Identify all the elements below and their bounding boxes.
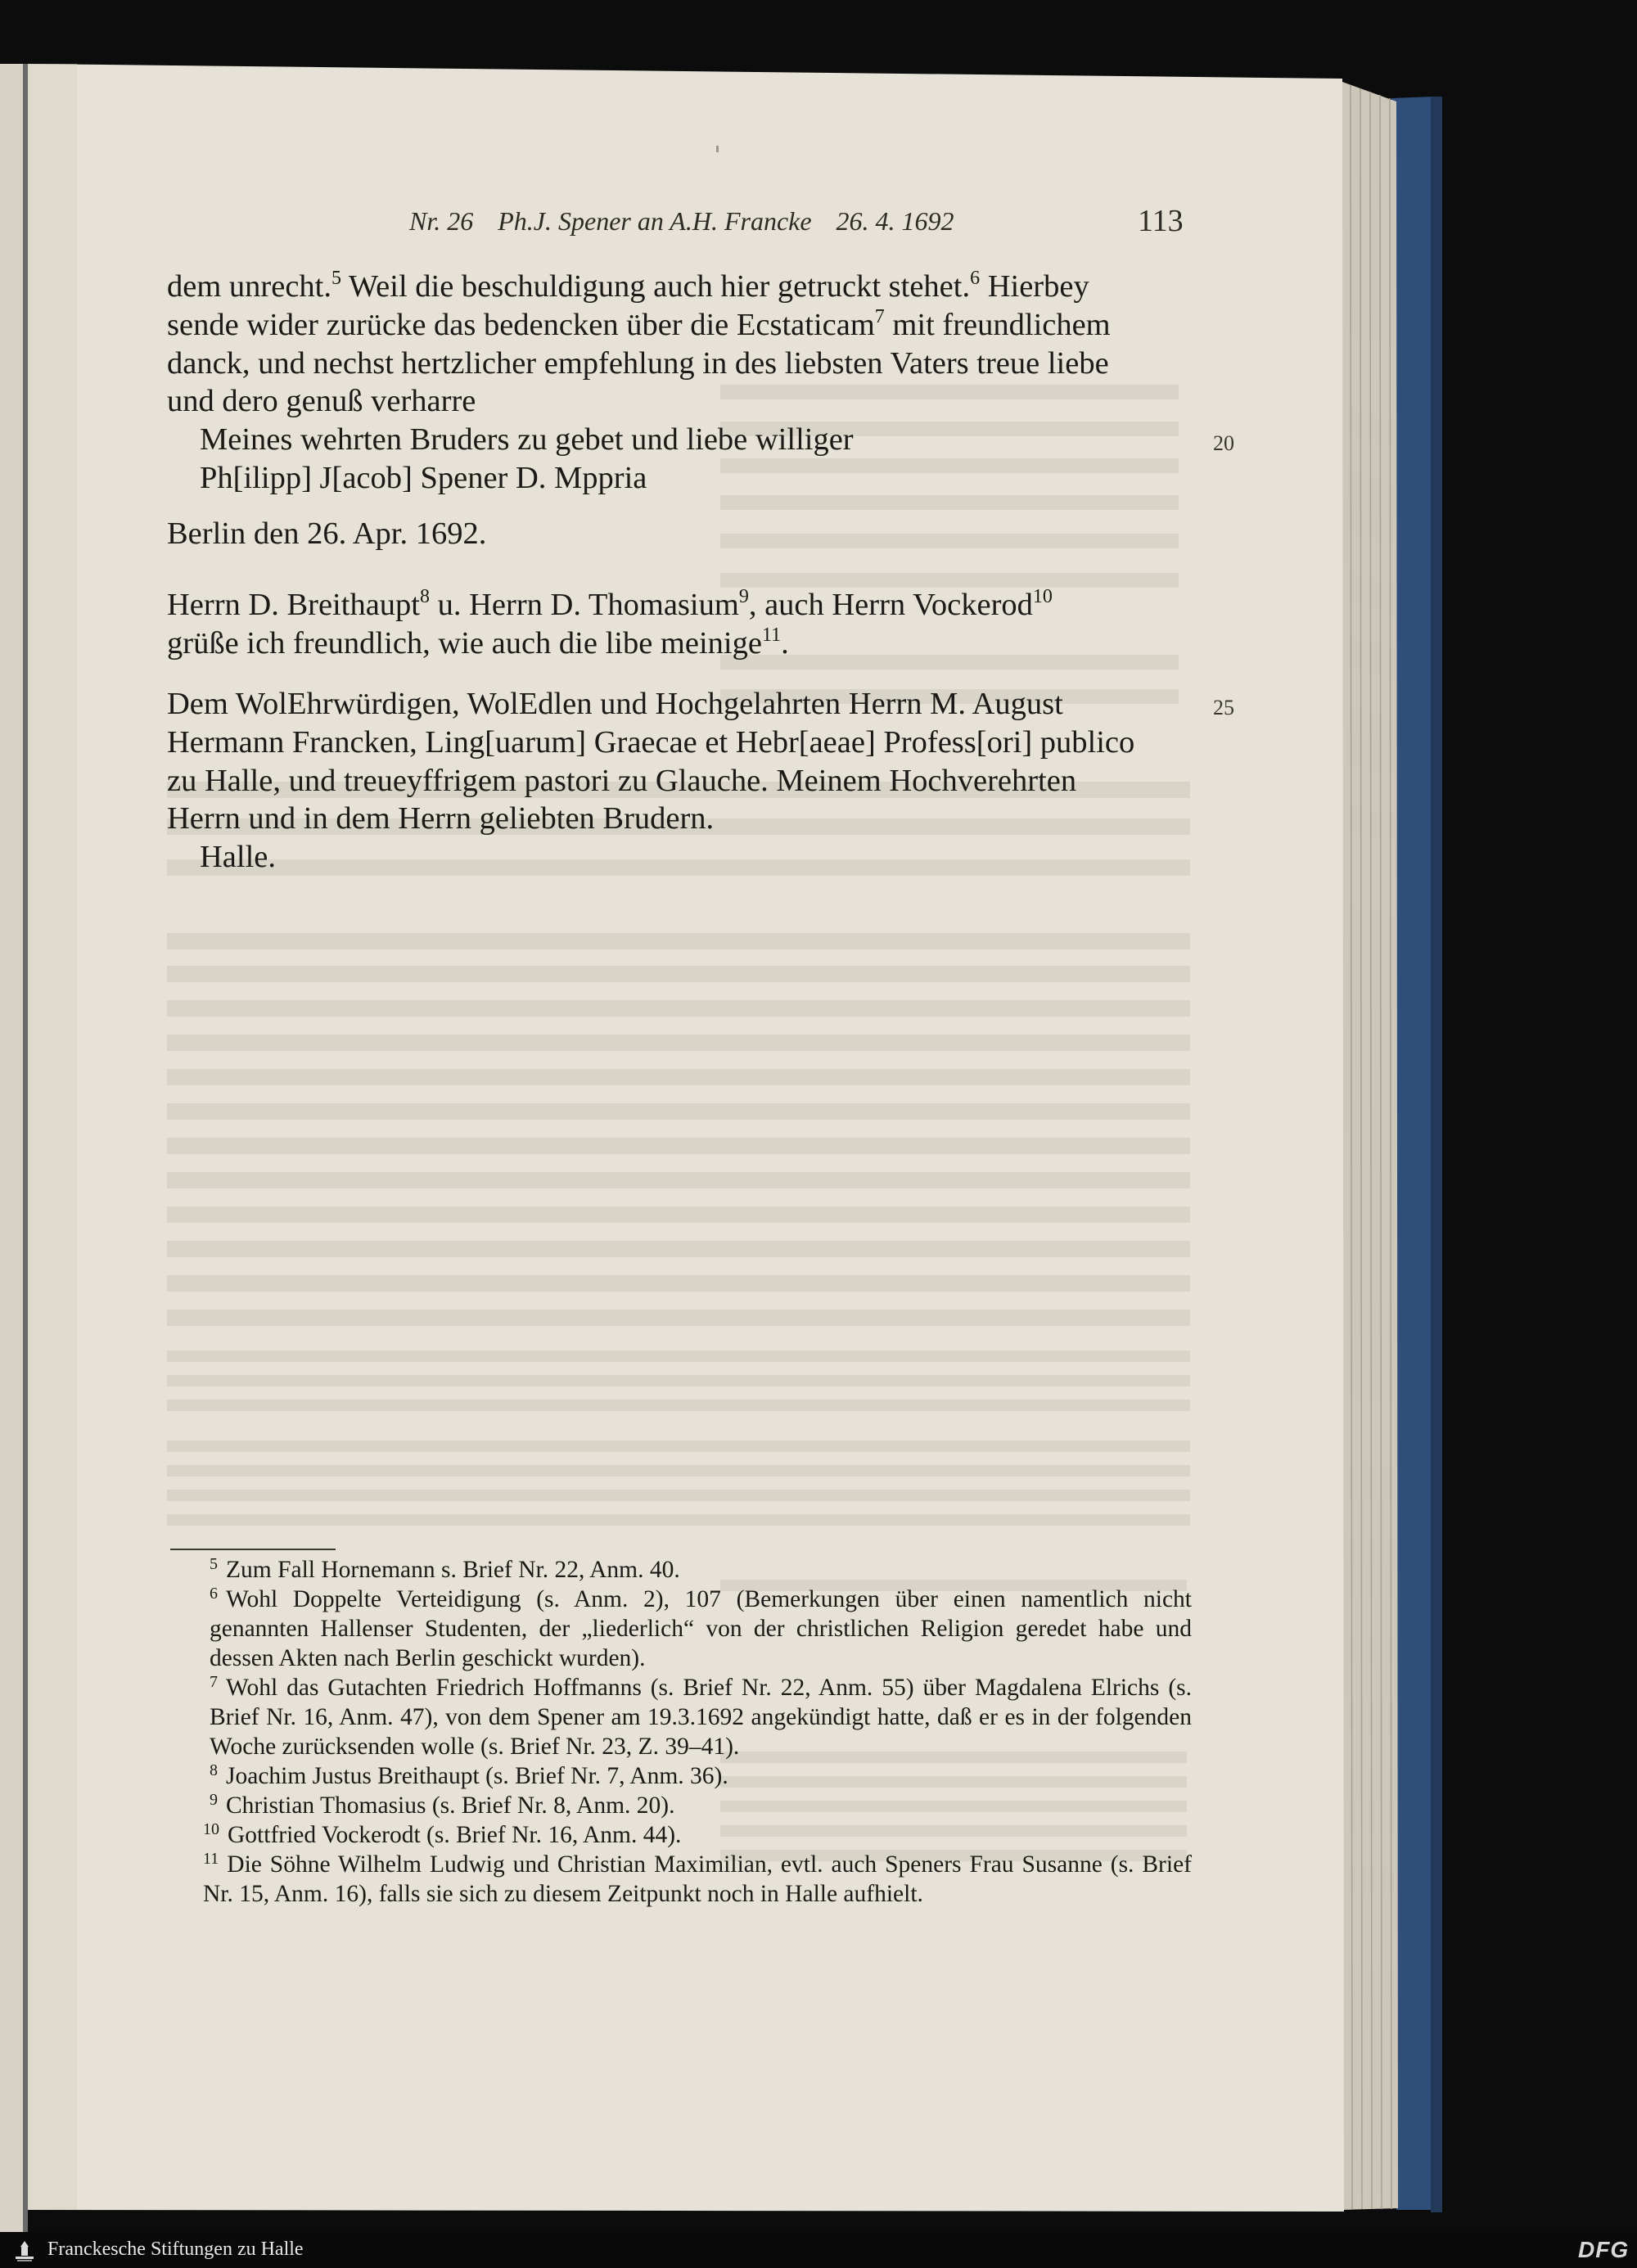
footnote-9: 9 Christian Thomasius (s. Brief Nr. 8, Anm. 20). xyxy=(210,1791,675,1819)
body-line-1: dem unrecht.$^5$ Weil die beschuldigung auch hier getruckt stehet.$^6$ Hierbey xyxy=(167,268,1089,304)
page-number: 113 xyxy=(1138,204,1184,238)
footnote-6: 6 Wohl Doppelte Verteidigung (s. Anm. 2), 107 (Bemerkungen über einen namentlich nicht genannten Hallenser Studenten, der „liederlich“ von der christlichen Religion geredet habe und dessen Akten nach Berlin geschickt wurden). xyxy=(210,1585,1192,1671)
footer-bar xyxy=(0,2232,1637,2268)
letter-number: Nr. 26 xyxy=(409,206,474,236)
footnote-11: 11 Die Söhne Wilhelm Ludwig und Christian Maximilian, evtl. auch Speners Frau Susanne (s. Brief Nr. 15, Anm. 16), falls sie sich zu diesem Zeitpunkt noch in Halle aufhielt. xyxy=(203,1850,1192,1907)
footnote-ref-5: 5 xyxy=(331,268,341,289)
letter-title: Ph.J. Spener an A.H. Francke xyxy=(498,206,812,236)
footnote-ref-10: 10 xyxy=(1032,586,1053,607)
body-line-4: und dero genuß verharre xyxy=(167,384,476,418)
running-header xyxy=(409,206,982,237)
footnote-ref-9: 9 xyxy=(738,586,749,607)
footnote-5: 5 Zum Fall Hornemann s. Brief Nr. 22, Anm. 40. xyxy=(210,1555,680,1583)
footnote-ref-11: 11 xyxy=(761,624,782,646)
dfg-logo[interactable]: DFG xyxy=(1578,2237,1630,2262)
postscript-line-1: Herrn D. Breithaupt$^8$ u. Herrn D. Thomasium$^9$, auch Herrn Vockerod$^{10}$ xyxy=(167,586,1053,622)
postscript-line-2: grüße ich freundlich, wie auch die libe meinige$^{11}$. xyxy=(167,624,789,661)
footnote-10: 10 Gottfried Vockerodt (s. Brief Nr. 16, Anm. 44). xyxy=(203,1820,682,1848)
address-line-4: Herrn und in dem Herrn geliebten Brudern. xyxy=(167,801,715,836)
body-line-3: danck, und nechst hertzlicher empfehlung in des liebsten Vaters treue liebe xyxy=(167,346,1109,381)
body-line-2: sende wider zurücke das bedencken über die Ecstaticam$^7$ mit freundlichem xyxy=(167,306,1111,342)
signature: Ph[ilipp] J[acob] Spener D. Mppria xyxy=(200,461,647,495)
address-line-5: Halle. xyxy=(200,840,276,874)
closing-greeting: Meines wehrten Bruders zu gebet und liebe williger xyxy=(200,422,854,457)
footnote-ref-7: 7 xyxy=(874,306,885,327)
line-number-25: 25 xyxy=(1213,696,1234,719)
footnote-7: 7 Wohl das Gutachten Friedrich Hoffmanns (s. Brief Nr. 22, Anm. 55) über Magdalena Elrichs (s. Brief Nr. 16, Anm. 47), von dem Spener am 19.3.1692 angekündigt hatte, daß er es in der folgenden Woche zurücksenden wolle (s. Brief Nr. 23, Z. 39–41). xyxy=(210,1673,1192,1760)
letter-date: 26. 4. 1692 xyxy=(836,206,954,236)
address-line-3: zu Halle, und treueyffrigem pastori zu Glauche. Meinem Hochverehrten xyxy=(167,764,1077,798)
footnote-ref-6: 6 xyxy=(970,268,981,289)
institution-name[interactable]: Franckesche Stiftungen zu Halle xyxy=(47,2239,304,2260)
footnote-ref-8: 8 xyxy=(419,586,430,607)
institution-logo-icon[interactable] xyxy=(11,2239,38,2263)
address-line-1: Dem WolEhrwürdigen, WolEdlen und Hochgelahrten Herrn M. August xyxy=(167,687,1063,721)
footnote-8: 8 Joachim Justus Breithaupt (s. Brief Nr. 7, Anm. 36). xyxy=(210,1761,728,1789)
line-number-20: 20 xyxy=(1213,431,1234,455)
dateline: Berlin den 26. Apr. 1692. xyxy=(167,516,487,551)
address-line-2: Hermann Francken, Ling[uarum] Graecae et Hebr[aeae] Profess[ori] publico xyxy=(167,725,1135,760)
footnote-rule xyxy=(170,1549,336,1550)
